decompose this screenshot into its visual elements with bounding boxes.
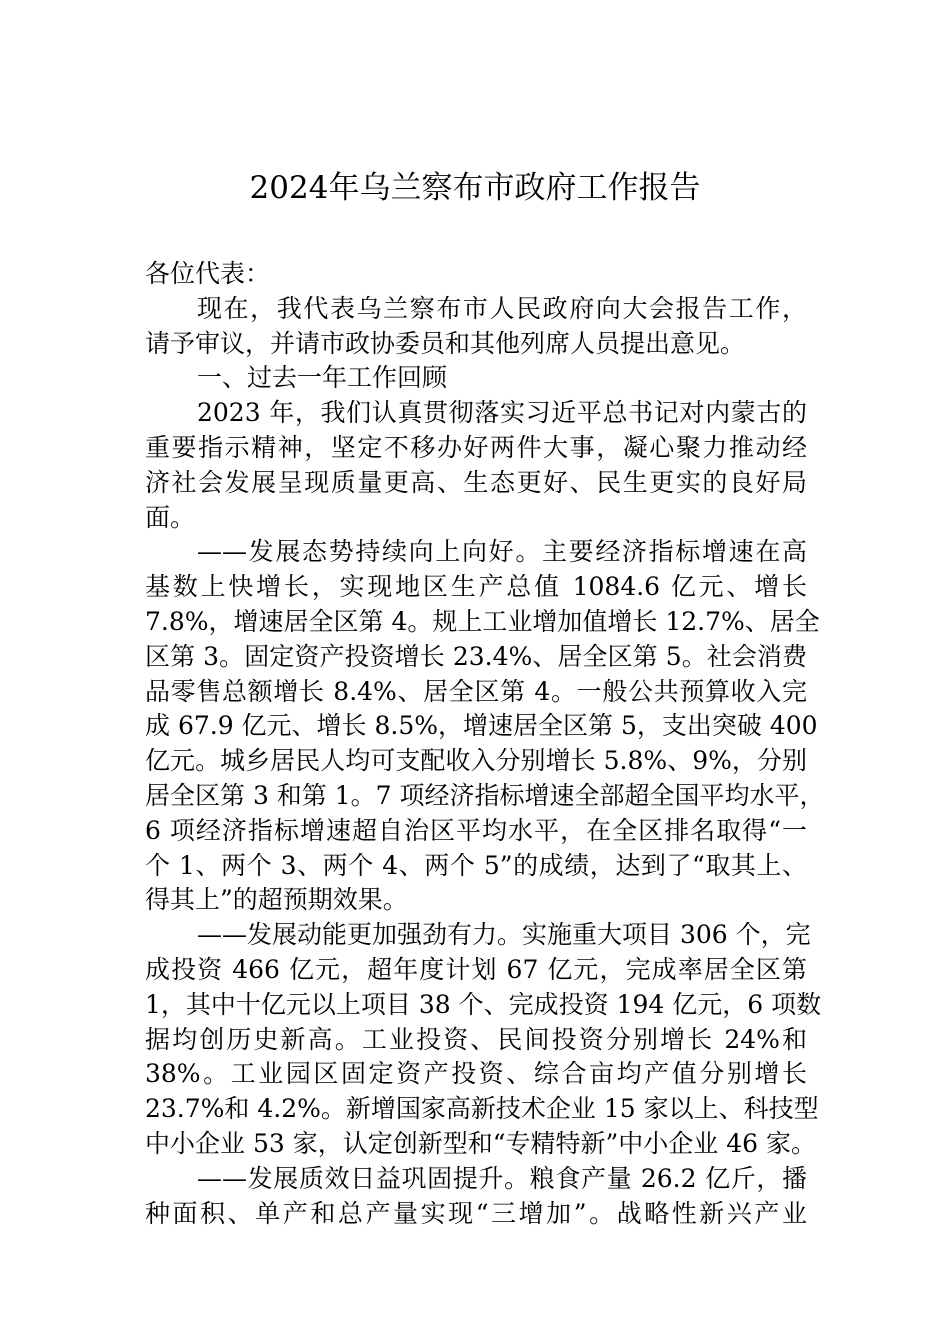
text-line: 品零售总额增长 8.4%、居全区第 4。一般公共预算收入完: [145, 676, 807, 706]
document-body: [145, 257, 825, 1231]
text-line: 济社会发展呈现质量更高、生态更好、民生更实的良好局: [145, 467, 807, 497]
text-line: 一、过去一年工作回顾: [197, 363, 448, 393]
text-line: 1，其中十亿元以上项目 38 个、完成投资 194 亿元，6 项数: [145, 989, 822, 1019]
text-line: 请予审议，并请市政协委员和其他列席人员提出意见。: [145, 328, 746, 358]
text-line: 成投资 466 亿元，超年度计划 67 亿元，完成率居全区第: [145, 954, 807, 984]
text-line: 区第 3。固定资产投资增长 23.4%、居全区第 5。社会消费: [145, 641, 807, 671]
text-line: 据均创历史新高。工业投资、民间投资分别增长 24%和: [145, 1024, 807, 1054]
text-line: 中小企业 53 家，认定创新型和“专精特新”中小企业 46 家。: [145, 1128, 816, 1158]
text-line: 各位代表：: [145, 259, 271, 288]
text-line: 基数上快增长，实现地区生产总值 1084.6 亿元、增长: [145, 572, 807, 602]
text-line: ——发展态势持续向上向好。主要经济指标增速在高: [197, 537, 807, 567]
text-line: 重要指示精神，坚定不移办好两件大事，凝心聚力推动经: [145, 432, 807, 462]
text-line: ——发展动能更加强劲有力。实施重大项目 306 个，完: [197, 920, 811, 950]
text-line: 2023 年，我们认真贯彻落实习近平总书记对内蒙古的: [197, 398, 807, 428]
text-line: 7.8%，增速居全区第 4。规上工业增加值增长 12.7%、居全: [145, 606, 820, 636]
text-line: 得其上”的超预期效果。: [145, 885, 408, 915]
text-line: 6 项经济指标增速超自治区平均水平，在全区排名取得“一: [145, 815, 807, 845]
document-title: 2024年乌兰察布市政府工作报告: [249, 170, 701, 206]
text-line: 成 67.9 亿元、增长 8.5%，增速居全区第 5，支出突破 400: [145, 711, 818, 741]
text-line: 23.7%和 4.2%。新增国家高新技术企业 15 家以上、科技型: [145, 1094, 819, 1124]
text-line: 面。: [145, 502, 196, 532]
text-line: 种面积、单产和总产量实现“三增加”。战略性新兴产业: [145, 1198, 807, 1228]
text-line: 个 1、两个 3、两个 4、两个 5”的成绩，达到了“取其上、: [145, 850, 807, 880]
text-line: 38%。工业园区固定资产投资、综合亩均产值分别增长: [145, 1059, 807, 1089]
text-line: 居全区第 3 和第 1。7 项经济指标增速全部超全国平均水平，: [145, 780, 825, 810]
text-line: 亿元。城乡居民人均可支配收入分别增长 5.8%、9%，分别: [145, 746, 807, 776]
text-line: ——发展质效日益巩固提升。粮食产量 26.2 亿斤，播: [197, 1163, 807, 1193]
text-line: 现在，我代表乌兰察布市人民政府向大会报告工作，: [197, 293, 807, 323]
